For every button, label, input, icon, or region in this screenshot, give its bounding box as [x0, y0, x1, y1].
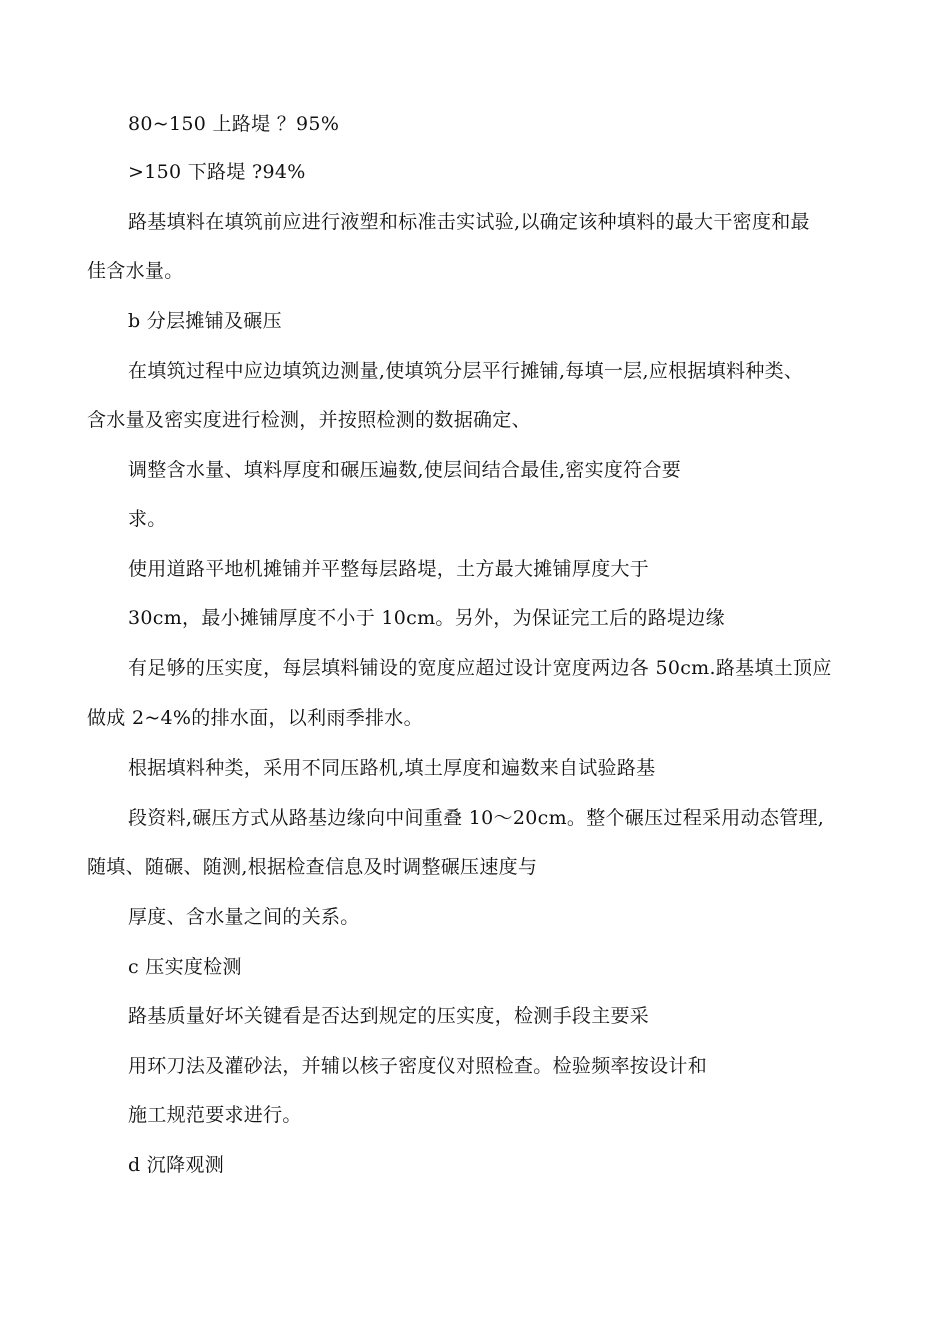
section-heading-c: c 压实度检测	[128, 956, 242, 978]
section-heading-b: b 分层摊铺及碾压	[128, 310, 282, 332]
section-heading-d: d 沉降观测	[128, 1154, 225, 1176]
compaction-lower-embankment: >150 下路堤 ?94%	[128, 161, 306, 183]
paragraph-roller-line-2: 段资料,碾压方式从路基边缘向中间重叠 10～20cm。整个碾压过程采用动态管理,	[128, 807, 825, 829]
paragraph-layering-line-4: 求。	[128, 508, 167, 530]
paragraph-density-line-2: 用环刀法及灌砂法，并辅以核子密度仪对照检查。检验频率按设计和	[128, 1055, 708, 1077]
paragraph-fill-test-line-1: 路基填料在填筑前应进行液塑和标准击实试验,以确定该种填料的最大干密度和最	[128, 211, 810, 233]
paragraph-density-line-1: 路基质量好坏关键看是否达到规定的压实度，检测手段主要采	[128, 1005, 650, 1027]
paragraph-density-line-3: 施工规范要求进行。	[128, 1104, 302, 1126]
paragraph-roller-line-1: 根据填料种类，采用不同压路机,填土厚度和遍数来自试验路基	[128, 757, 656, 779]
paragraph-layering-line-1: 在填筑过程中应边填筑边测量,使填筑分层平行摊铺,每填一层,应根据填料种类、	[128, 360, 804, 382]
paragraph-grader-line-1: 使用道路平地机摊铺并平整每层路堤，土方最大摊铺厚度大于	[128, 558, 650, 580]
paragraph-layering-line-2: 含水量及密实度进行检测，并按照检测的数据确定、	[87, 409, 531, 431]
paragraph-layering-line-3: 调整含水量、填料厚度和碾压遍数,使层间结合最佳,密实度符合要	[128, 459, 682, 481]
paragraph-roller-line-3: 随填、随碾、随测,根据检查信息及时调整碾压速度与	[87, 856, 538, 878]
paragraph-grader-line-4: 做成 2~4%的排水面，以利雨季排水。	[87, 707, 423, 729]
paragraph-fill-test-line-2: 佳含水量。	[87, 260, 184, 282]
paragraph-roller-line-4: 厚度、含水量之间的关系。	[128, 906, 360, 928]
paragraph-grader-line-2: 30cm，最小摊铺厚度不小于 10cm。另外，为保证完工后的路堤边缘	[128, 607, 725, 629]
compaction-upper-embankment: 80~150 上路堤 ？95%	[128, 113, 340, 135]
paragraph-grader-line-3: 有足够的压实度，每层填料铺设的宽度应超过设计宽度两边各 50cm.路基填土顶应	[128, 657, 832, 679]
